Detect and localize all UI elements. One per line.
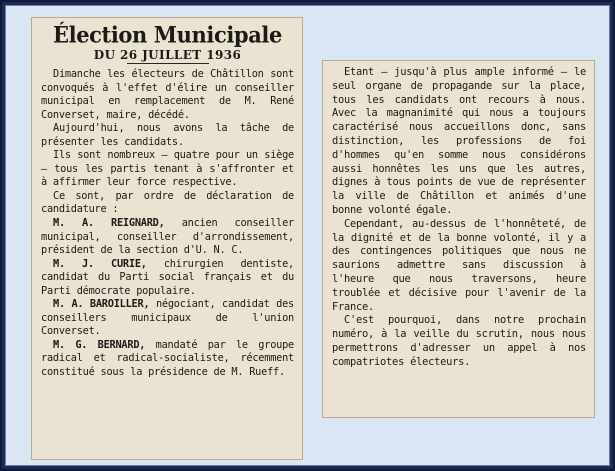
candidate-entry bbox=[41, 339, 294, 380]
candidate-description: mandaté par le groupe radical et radical-socialiste, récemment constitué sous la présidence de M. Rueff. bbox=[41, 338, 294, 379]
article-date: DU 26 JUILLET 1936 bbox=[93, 48, 242, 62]
candidate-description: négociant, candidat des conseillers municipaux de l'union Converset. bbox=[41, 298, 294, 338]
body-paragraph: Etant — jusqu'à plus ample informé — le seul organe de propagande sur la place, tous les candidats ont recours à nous. Avec la magnanimité qui nous a toujours caractérisé nous accueillons donc, sans distinction, les professions de foi d'hommes qu'en somme nous considérons aussi honnêtes les uns que les autres, dignes à tous points de vue de représenter la ville de Châtillon et animés d'une bonne volonté égale. bbox=[332, 66, 586, 216]
intro-paragraph: Dimanche les électeurs de Châtillon sont convoqués à l'effet d'élire un conseiller municipal en remplacement de M. René Converset, maire, décédé. bbox=[41, 68, 294, 121]
article-title: Élection Municipale bbox=[53, 21, 282, 48]
candidate-entry bbox=[41, 298, 294, 339]
newspaper-clipping-left bbox=[31, 17, 303, 460]
body-paragraph: Cependant, au-dessus de l'honnêteté, de la dignité et de la bonne volonté, il y a des contingences politiques que nous ne saurions admettre sans discussion à l'heure que nous traversons, heure troublée et décisive pour l'avenir de la France. bbox=[332, 217, 586, 313]
candidate-name: M. A. REIGNARD, bbox=[53, 217, 165, 230]
title-divider bbox=[127, 63, 209, 64]
candidate-entry bbox=[41, 258, 294, 299]
candidate-description: chirurgien dentiste, candidat du Parti social français et du Parti démocrate populaire. bbox=[41, 257, 294, 297]
task-paragraph: Aujourd'hui, nous avons la tâche de présenter les candidats. bbox=[41, 122, 294, 148]
candidate-description: ancien conseiller municipal, conseiller d'arrondissement, président de la section d'U. N. C. bbox=[41, 217, 295, 257]
candidate-name: M. G. BERNARD, bbox=[53, 338, 146, 351]
body-paragraph: C'est pourquoi, dans notre prochain numéro, à la veille du scrutin, nous nous permettrons d'adresser un appel à nos compatriotes électeurs. bbox=[332, 314, 586, 368]
candidate-name: M. J. CURIE, bbox=[53, 257, 147, 270]
page-frame bbox=[2, 2, 613, 469]
newspaper-clipping-right bbox=[322, 60, 595, 418]
candidate-name: M. A. BAROILLER, bbox=[53, 298, 150, 311]
numerous-paragraph: Ils sont nombreux — quatre pour un siège — tous les partis tenant à s'affronter et à affirmer leur force respective. bbox=[41, 149, 294, 189]
candidate-entry bbox=[41, 217, 294, 258]
order-paragraph: Ce sont, par ordre de déclaration de candidature : bbox=[41, 189, 294, 216]
